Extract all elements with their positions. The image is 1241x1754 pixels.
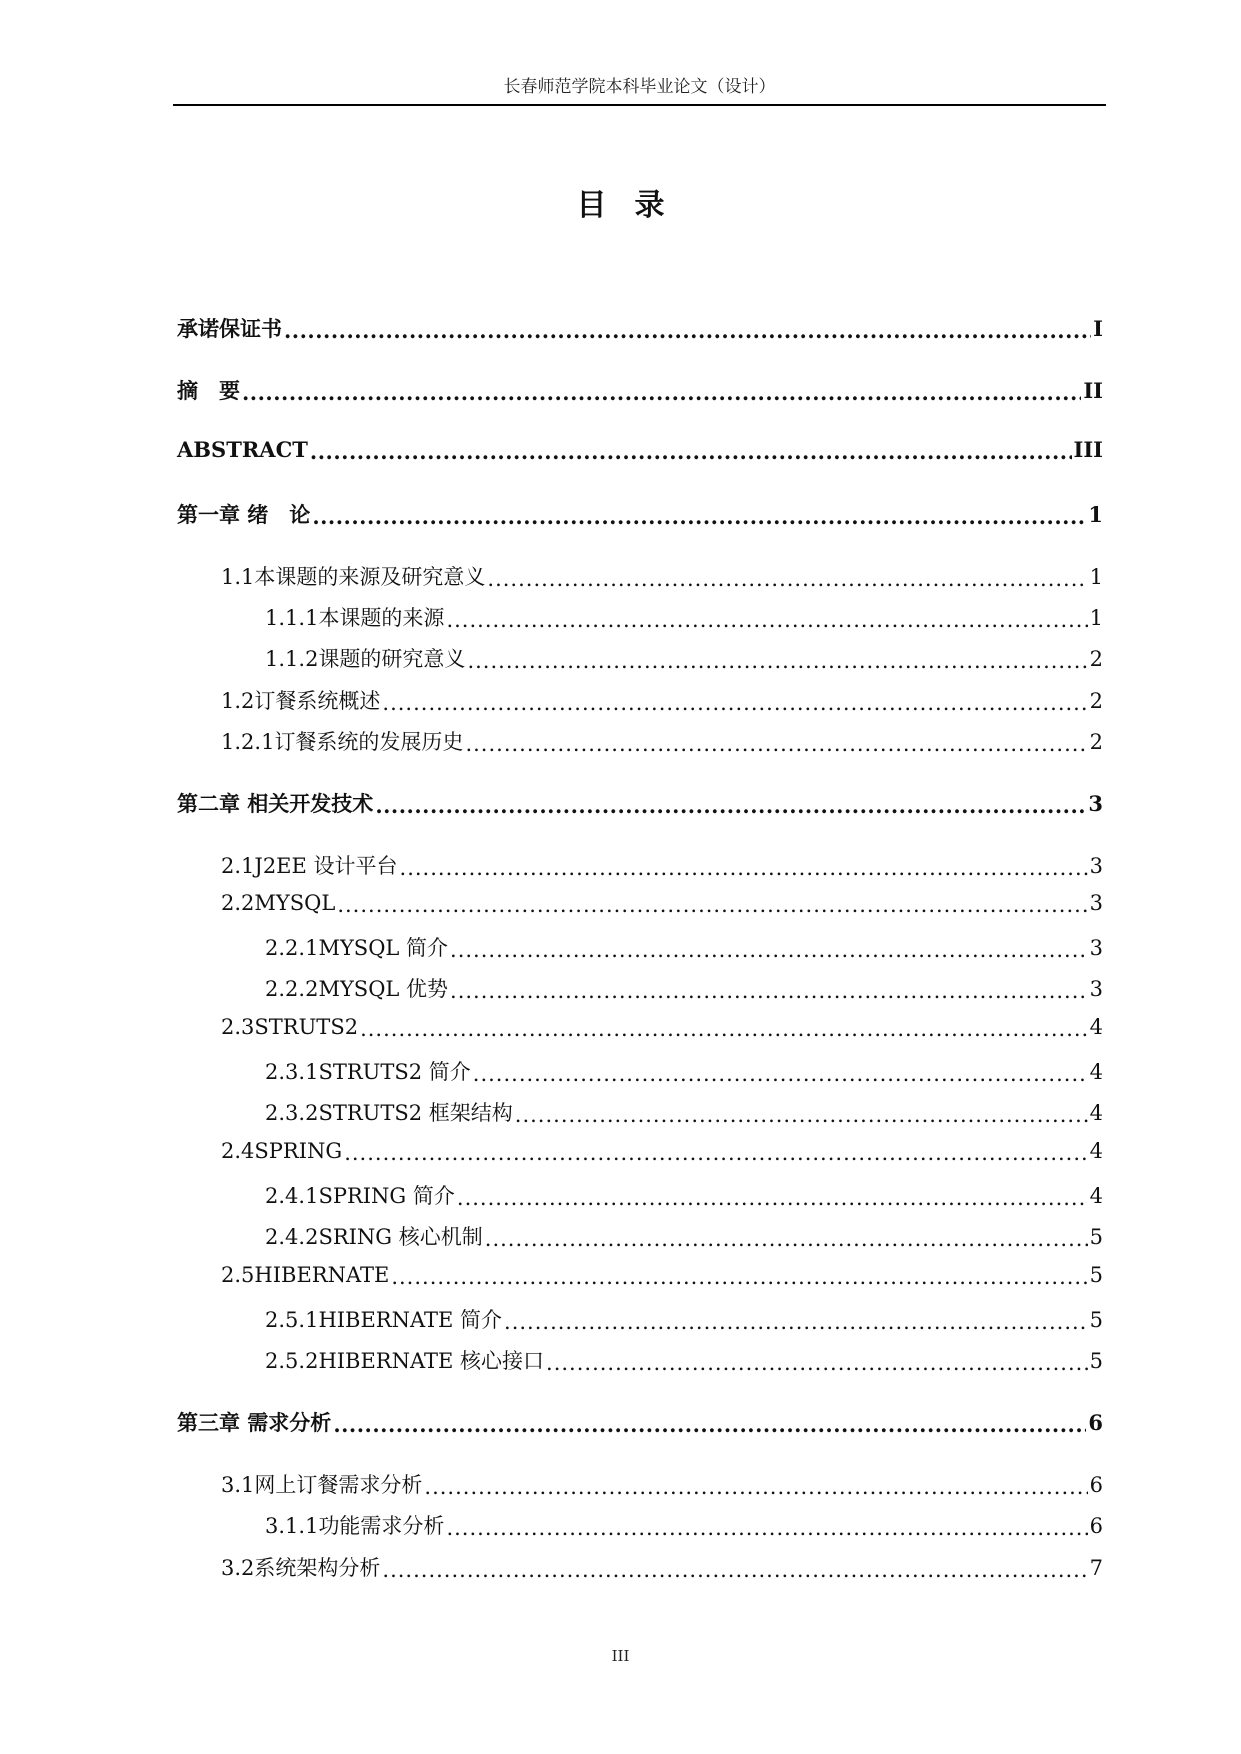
toc-entry-page: I	[1093, 316, 1103, 341]
toc-entry-number: 2.2.1	[265, 936, 319, 960]
toc-leader-dots	[473, 1062, 1088, 1083]
toc-entry-label: 系统架构分析	[254, 1556, 381, 1580]
toc-entry-label: 网上订餐需求分析	[254, 1473, 423, 1497]
toc-entry-label: 摘 要	[177, 379, 240, 403]
table-of-contents	[177, 0, 1103, 1754]
toc-entry-abstract-en[interactable]	[177, 437, 1103, 471]
toc-entry-1-1-2[interactable]	[177, 643, 1103, 677]
toc-entry-1-1-1[interactable]	[177, 602, 1103, 636]
toc-entry-number: 3.1	[221, 1473, 255, 1497]
toc-entry-label: 本课题的来源及研究意义	[254, 565, 486, 589]
toc-entry-1-2[interactable]	[177, 685, 1103, 719]
toc-leader-dots	[465, 732, 1087, 753]
toc-leader-dots	[457, 1186, 1088, 1207]
toc-leader-dots	[360, 1017, 1088, 1038]
toc-entry-number: 2.5	[221, 1263, 255, 1287]
toc-leader-dots	[467, 649, 1087, 670]
toc-entry-2-5-1[interactable]	[177, 1304, 1103, 1338]
toc-entry-label: 功能需求分析	[318, 1514, 445, 1538]
toc-entry-page: 6	[1089, 1514, 1103, 1538]
toc-entry-2-2-2[interactable]	[177, 973, 1103, 1007]
toc-entry-page: III	[1073, 437, 1103, 462]
toc-entry-number: 2.3.2	[265, 1101, 319, 1125]
page-number: III	[611, 1647, 630, 1665]
toc-entry-number: 2.5.2	[265, 1349, 319, 1373]
toc-entry-2-4[interactable]	[177, 1139, 1103, 1173]
toc-entry-page: 3	[1089, 936, 1103, 960]
toc-leader-dots	[382, 691, 1087, 712]
toc-leader-dots	[333, 1412, 1086, 1433]
toc-entry-page: 4	[1089, 1139, 1103, 1163]
toc-entry-number: 3.2	[221, 1556, 255, 1580]
toc-entry-label: J2EE 设计平台	[254, 854, 398, 878]
toc-entry-pledge[interactable]	[177, 313, 1103, 347]
toc-entry-page: 4	[1089, 1101, 1103, 1125]
toc-entry-2-4-1[interactable]	[177, 1180, 1103, 1214]
toc-entry-page: 4	[1089, 1184, 1103, 1208]
toc-leader-dots	[242, 380, 1081, 401]
toc-entry-chapter-1[interactable]	[177, 499, 1103, 533]
toc-entry-label: HIBERNATE 简介	[318, 1308, 503, 1332]
toc-entry-number: 2.3.1	[265, 1060, 319, 1084]
toc-leader-dots	[546, 1351, 1088, 1372]
toc-entry-label: 承诺保证书	[177, 317, 282, 341]
toc-leader-dots	[450, 979, 1088, 1000]
toc-entry-page: 4	[1089, 1060, 1103, 1084]
toc-leader-dots	[485, 1227, 1088, 1248]
toc-entry-number: 2.4.1	[265, 1184, 319, 1208]
toc-entry-label: STRUTS2 简介	[318, 1060, 471, 1084]
toc-entry-label: 课题的研究意义	[318, 647, 466, 671]
toc-entry-label: ABSTRACT	[177, 437, 308, 462]
toc-entry-2-4-2[interactable]	[177, 1221, 1103, 1255]
toc-leader-dots	[400, 856, 1088, 877]
toc-entry-1-1[interactable]	[177, 561, 1103, 595]
toc-entry-number: 2.5.1	[265, 1308, 319, 1332]
toc-entry-number: 1.1.1	[265, 606, 319, 630]
toc-entry-label: 第一章 绪 论	[177, 503, 311, 527]
toc-entry-label: 第三章 需求分析	[177, 1411, 332, 1435]
toc-leader-dots	[310, 439, 1072, 460]
toc-entry-page: 1	[1088, 502, 1103, 527]
toc-entry-label: SPRING	[254, 1139, 343, 1163]
toc-entry-label: 本课题的来源	[318, 606, 445, 630]
toc-entry-label: HIBERNATE	[254, 1263, 390, 1287]
toc-entry-number: 1.2	[221, 689, 255, 713]
toc-entry-number: 2.4	[221, 1139, 255, 1163]
toc-entry-number: 2.4.2	[265, 1225, 319, 1249]
toc-entry-label: HIBERNATE 核心接口	[318, 1349, 545, 1373]
toc-leader-dots	[382, 1558, 1087, 1579]
toc-entry-2-5-2[interactable]	[177, 1345, 1103, 1379]
toc-entry-page: 5	[1089, 1308, 1103, 1332]
toc-entry-number: 2.3	[221, 1015, 255, 1039]
toc-entry-number: 1.1	[221, 565, 255, 589]
toc-entry-number: 2.1	[221, 854, 255, 878]
toc-entry-page: 2	[1089, 647, 1103, 671]
toc-entry-2-3[interactable]	[177, 1015, 1103, 1049]
toc-leader-dots	[284, 318, 1091, 339]
toc-entry-3-1-1[interactable]	[177, 1510, 1103, 1544]
toc-leader-dots	[391, 1265, 1087, 1286]
toc-entry-page: 3	[1089, 977, 1103, 1001]
toc-entry-label: STRUTS2	[254, 1015, 359, 1039]
toc-entry-number: 2.2.2	[265, 977, 319, 1001]
toc-leader-dots	[487, 567, 1087, 588]
toc-leader-dots	[344, 1141, 1087, 1162]
toc-entry-label: 第二章 相关开发技术	[177, 792, 374, 816]
toc-entry-label: 订餐系统概述	[254, 689, 381, 713]
toc-leader-dots	[450, 938, 1088, 959]
toc-entry-page: 2	[1089, 689, 1103, 713]
toc-entry-abstract-cn[interactable]	[177, 375, 1103, 409]
toc-entry-label: 订餐系统的发展历史	[274, 730, 464, 754]
toc-entry-page: 5	[1089, 1349, 1103, 1373]
toc-entry-2-2[interactable]	[177, 891, 1103, 925]
toc-leader-dots	[504, 1310, 1088, 1331]
toc-entry-label: SRING 核心机制	[318, 1225, 483, 1249]
toc-entry-page: 3	[1088, 791, 1103, 816]
toc-entry-1-2-1[interactable]	[177, 726, 1103, 760]
toc-entry-page: 6	[1089, 1473, 1103, 1497]
toc-entry-2-5[interactable]	[177, 1263, 1103, 1297]
toc-entry-3-1[interactable]	[177, 1469, 1103, 1503]
toc-entry-page: 1	[1089, 565, 1103, 589]
toc-entry-page: 3	[1089, 854, 1103, 878]
toc-entry-number: 2.2	[221, 891, 255, 915]
toc-entry-label: MYSQL 优势	[318, 977, 449, 1001]
toc-entry-number: 1.1.2	[265, 647, 319, 671]
toc-entry-page: II	[1083, 378, 1103, 403]
toc-entry-2-3-2[interactable]	[177, 1097, 1103, 1131]
toc-entry-2-1[interactable]	[177, 850, 1103, 884]
toc-entry-number: 1.2.1	[221, 730, 275, 754]
toc-entry-number: 3.1.1	[265, 1514, 319, 1538]
toc-entry-page: 2	[1089, 730, 1103, 754]
toc-leader-dots	[446, 608, 1087, 629]
toc-entry-label: STRUTS2 框架结构	[318, 1101, 513, 1125]
toc-entry-chapter-2[interactable]	[177, 788, 1103, 822]
toc-entry-page: 5	[1089, 1263, 1103, 1287]
toc-entry-3-2[interactable]	[177, 1552, 1103, 1586]
toc-entry-page: 3	[1089, 891, 1103, 915]
toc-leader-dots	[446, 1516, 1087, 1537]
toc-leader-dots	[312, 504, 1086, 525]
toc-leader-dots	[424, 1475, 1087, 1496]
toc-entry-page: 5	[1089, 1225, 1103, 1249]
toc-entry-chapter-3[interactable]	[177, 1407, 1103, 1441]
toc-entry-label: SPRING 简介	[318, 1184, 455, 1208]
toc-leader-dots	[375, 793, 1086, 814]
toc-entry-2-3-1[interactable]	[177, 1056, 1103, 1090]
toc-entry-page: 1	[1089, 606, 1103, 630]
running-header: 长春师范学院本科毕业论文（设计）	[173, 72, 1106, 106]
toc-entry-page: 6	[1088, 1410, 1103, 1435]
toc-entry-label: MYSQL 简介	[318, 936, 449, 960]
toc-leader-dots	[337, 893, 1087, 914]
toc-entry-2-2-1[interactable]	[177, 932, 1103, 966]
toc-leader-dots	[515, 1103, 1088, 1124]
page-title: 目录	[576, 188, 693, 223]
toc-entry-page: 7	[1089, 1556, 1103, 1580]
toc-entry-page: 4	[1089, 1015, 1103, 1039]
toc-entry-label: MYSQL	[254, 891, 336, 915]
